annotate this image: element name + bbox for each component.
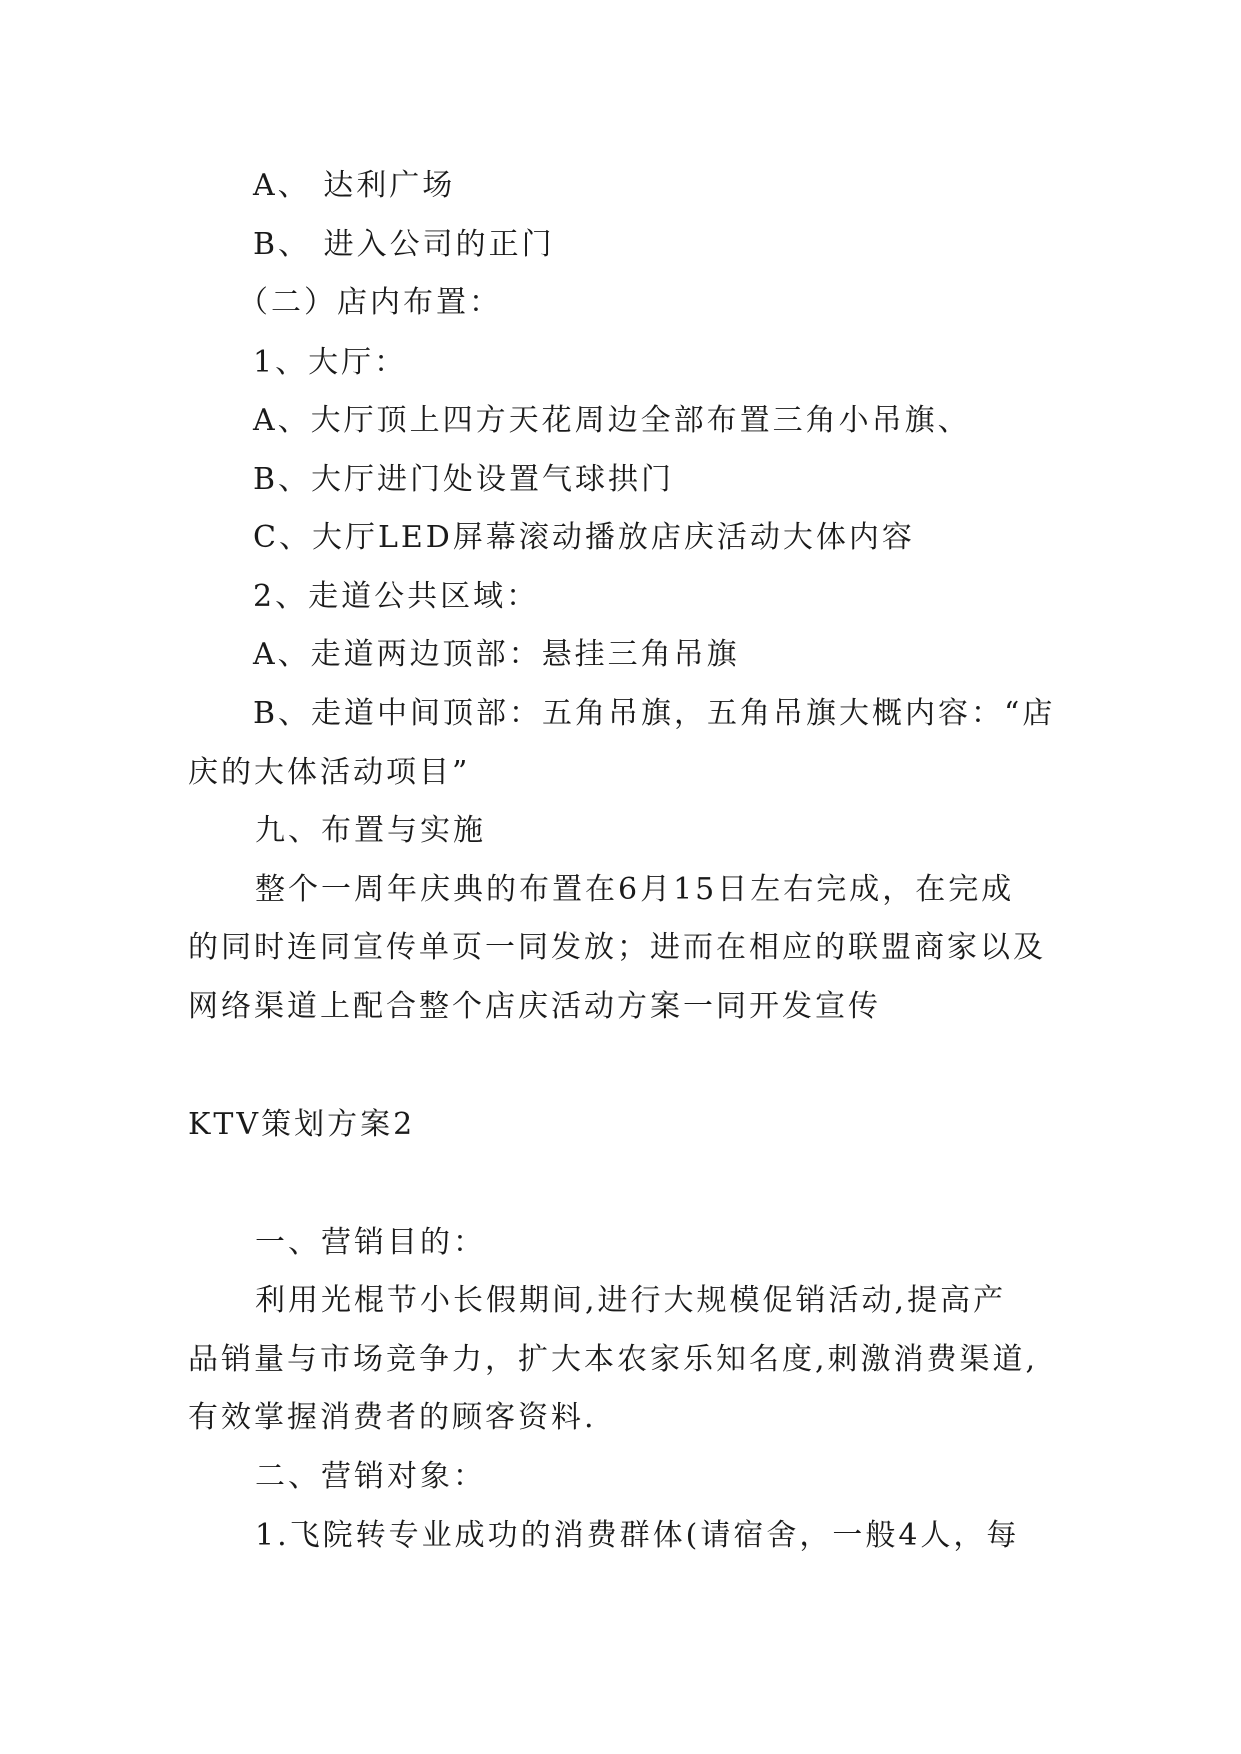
text-line: A、大厅顶上四方天花周边全部布置三角小吊旗、	[253, 403, 971, 438]
text-line: 网络渠道上配合整个店庆活动方案一同开发宣传	[188, 989, 881, 1024]
text-line: 1、大厅：	[253, 345, 408, 380]
text-line: C、大厅LED屏幕滚动播放店庆活动大体内容	[253, 520, 915, 555]
text-line: B、大厅进门处设置气球拱门	[253, 462, 675, 497]
text-line: 的同时连同宣传单页一同发放；进而在相应的联盟商家以及	[188, 930, 1046, 965]
text-line: A、 达利广场	[253, 168, 456, 203]
text-line: 利用光棍节小长假期间,进行大规模促销活动,提高产	[255, 1283, 1007, 1318]
text-line: 1.飞院转专业成功的消费群体(请宿舍，一般4人，每	[255, 1518, 1020, 1553]
text-line: 有效掌握消费者的顾客资料.	[188, 1400, 597, 1435]
document-title: KTV策划方案2	[188, 1107, 416, 1142]
text-line: 2、走道公共区域：	[253, 579, 540, 614]
text-line: B、走道中间顶部：五角吊旗，五角吊旗大概内容：“店	[253, 696, 1056, 731]
section-heading: 二、营销对象：	[255, 1459, 486, 1494]
section-heading: 一、营销目的：	[255, 1225, 486, 1260]
text-line: B、 进入公司的正门	[253, 227, 555, 262]
section-heading: （二）店内布置：	[238, 285, 502, 320]
text-line: 庆的大体活动项目”	[188, 755, 471, 790]
section-heading: 九、布置与实施	[255, 813, 486, 848]
text-line: 整个一周年庆典的布置在6月15日左右完成，在完成	[255, 872, 1015, 907]
text-line: A、走道两边顶部：悬挂三角吊旗	[253, 637, 740, 672]
text-line: 品销量与市场竞争力，扩大本农家乐知名度,刺激消费渠道,	[188, 1342, 1039, 1377]
